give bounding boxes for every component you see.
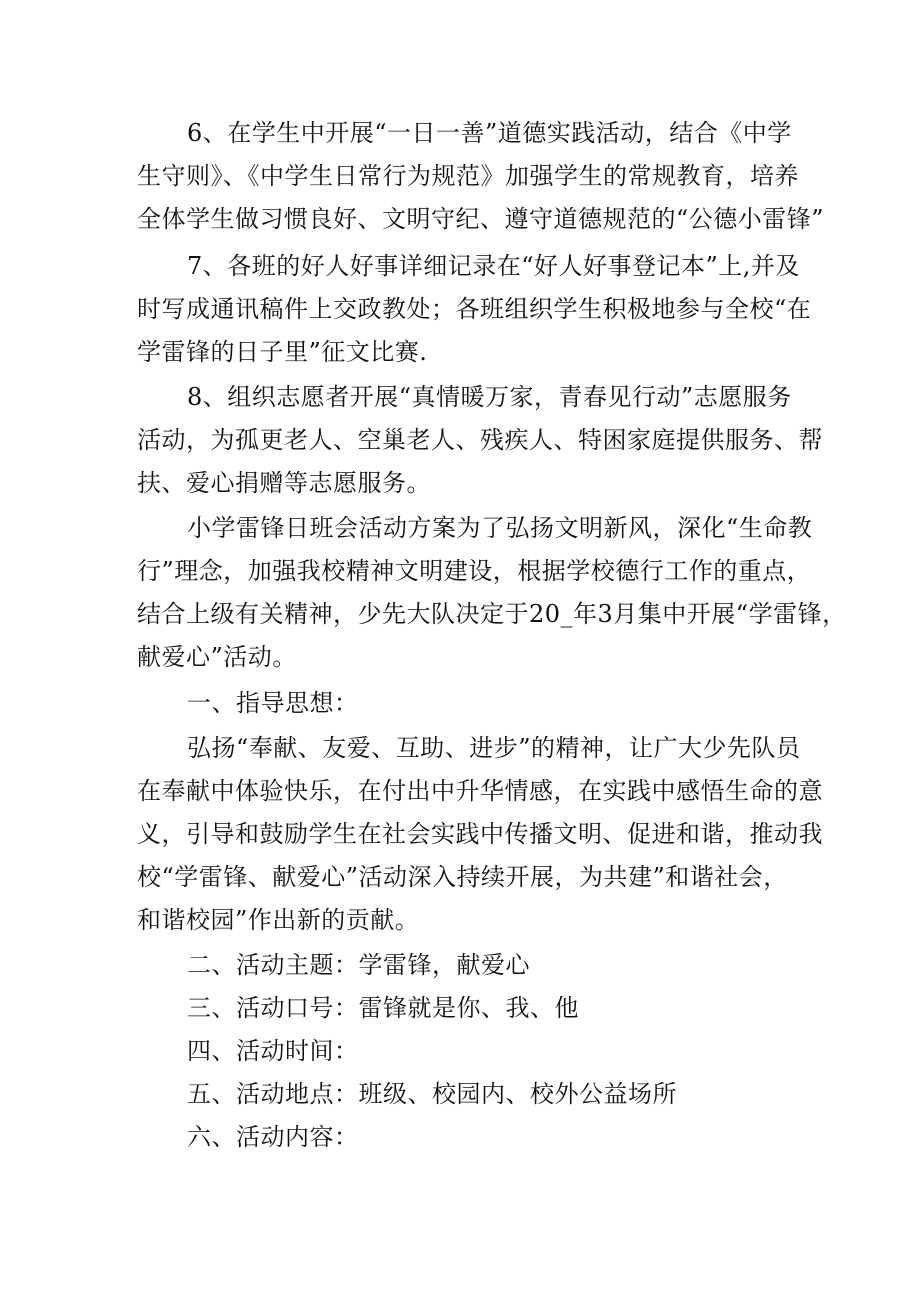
section-1-body-line-3: 义，引导和鼓励学生在社会实践中传播文明、促进和谐，推动我 [137,820,823,848]
section-1-heading: 一、指导思想： [187,689,359,717]
paragraph-item-6-line-3: 全体学生做习惯良好、文明守纪、遵守道德规范的“公德小雷锋” [137,205,825,233]
section-3-slogan: 三、活动口号：雷锋就是你、我、他 [187,994,579,1022]
section-4-time: 四、活动时间： [187,1037,359,1065]
paragraph-plan-intro-line-2: 行”理念，加强我校精神文明建设，根据学校德行工作的重点， [137,557,812,585]
paragraph-item-7-line-3: 学雷锋的日子里”征文比赛. [137,338,428,366]
paragraph-item-8-line-3: 扶、爱心捐赠等志愿服务。 [137,469,431,497]
paragraph-item-8-line-2: 活动，为孤更老人、空巢老人、残疾人、特困家庭提供服务、帮 [137,426,823,454]
section-5-location: 五、活动地点：班级、校园内、校外公益场所 [187,1080,677,1108]
section-1-body-line-1: 弘扬“奉献、友爱、互助、进步”的精神，让广大少先队员 [187,734,801,762]
paragraph-plan-intro-line-3: 结合上级有关精神，少先大队决定于20_年3月集中开展“学雷锋， [137,600,847,628]
paragraph-item-7-line-1: 7、各班的好人好事详细记录在“好人好事登记本”上,并及 [187,252,800,280]
section-1-body-line-5: 和谐校园”作出新的贡献。 [137,906,420,934]
paragraph-plan-intro-line-1: 小学雷锋日班会活动方案为了弘扬文明新风，深化“生命教 [187,514,813,542]
section-1-body-line-2: 在奉献中体验快乐，在付出中升华情感，在实践中感悟生命的意 [137,777,823,805]
paragraph-plan-intro-line-4: 献爱心”活动。 [137,643,297,671]
section-2-theme: 二、活动主题：学雷锋，献爱心 [187,951,530,979]
paragraph-item-6-line-1: 6、在学生中开展“一日一善”道德实践活动，结合《中学 [187,119,792,147]
paragraph-item-8-line-1: 8、组织志愿者开展“真情暖万家，青春见行动”志愿服务 [187,383,792,411]
paragraph-item-6-line-2: 生守则》、《中学生日常行为规范》加强学生的常规教育，培养 [137,162,799,190]
section-1-body-line-4: 校“学雷锋、献爱心”活动深入持续开展，为共建”和谐社会， [137,863,788,891]
section-6-content: 六、活动内容： [187,1123,359,1151]
paragraph-item-7-line-2: 时写成通讯稿件上交政教处；各班组织学生积极地参与全校“在 [137,295,812,323]
